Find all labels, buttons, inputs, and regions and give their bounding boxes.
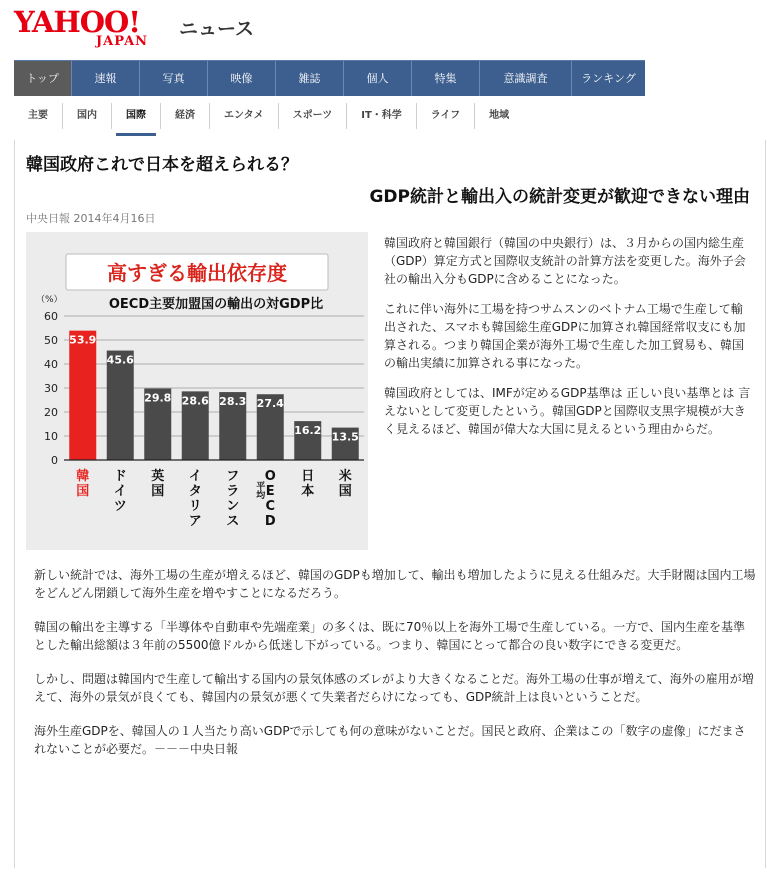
body-paragraph: 韓国の輸出を主導する「半導体や自動車や先端産業」の多くは、既に70％以上を海外工場で生産している。一方で、国内生産を基準とした輸出総額は３年前の5500億ドルから低迷し下がっている。つまり、韓国にとって都合の良い数字にできる変更だ。 bbox=[34, 620, 746, 652]
gnav-item[interactable]: 雑誌 bbox=[276, 61, 344, 96]
chart-subtitle: OECD主要加盟国の輸出の対GDP比 bbox=[108, 297, 324, 312]
gnav-item[interactable]: 映像 bbox=[208, 61, 276, 96]
chart-category-label: 国 bbox=[338, 484, 352, 499]
chart-svg bbox=[26, 232, 368, 550]
chart-y-tick: 20 bbox=[44, 406, 58, 419]
chart-category-label: ラ bbox=[226, 484, 240, 499]
body-paragraph: 海外生産GDPを、韓国人の１人当たり高いGDPで示しても何の意味がないことだ。国民と政府、企業はこの「数字の虚像」にだまされないことが必要だ。－－－中央日報 bbox=[34, 724, 746, 756]
yahoo-logo[interactable]: YAHOO! bbox=[14, 5, 141, 39]
gnav-item[interactable]: 個人 bbox=[344, 61, 412, 96]
chart-data-label: 28.6 bbox=[181, 394, 209, 408]
chart-data-label: 13.5 bbox=[331, 430, 359, 444]
chart-category-label: イ bbox=[113, 484, 127, 499]
chart-category-label: 日 bbox=[301, 469, 315, 484]
chart-data-label: 16.2 bbox=[294, 424, 322, 438]
category-tab[interactable]: 経済 bbox=[161, 103, 210, 129]
chart-y-tick: 40 bbox=[44, 358, 58, 371]
chart-category-label: ア bbox=[188, 514, 202, 529]
chart-category-label: E bbox=[265, 484, 275, 499]
category-nav bbox=[14, 103, 754, 137]
gnav-item[interactable]: 意識調査 bbox=[480, 61, 572, 96]
chart-category-label: ン bbox=[226, 499, 240, 514]
body-paragraph: しかし、問題は韓国内で生産して輸出する国内の景気体感のズレがより大きくなることだ。海外工場の仕事が増えて、海外の雇用が増えて、海外の景気が良くても、韓国内の景気が悪くて失業者だらけになっても、GDP統計上は良いということだ。 bbox=[34, 672, 754, 704]
category-tab[interactable]: 地域 bbox=[489, 110, 510, 121]
chart-category-label: 国 bbox=[76, 484, 90, 499]
chart-category-label: フ bbox=[226, 469, 240, 484]
chart-y-tick: 50 bbox=[44, 334, 58, 347]
gnav-item[interactable]: 写真 bbox=[140, 61, 208, 96]
article-side-text bbox=[384, 234, 754, 450]
chart-title: 高すぎる輸出依存度 bbox=[107, 261, 287, 285]
news-section-title[interactable]: ニュース bbox=[179, 18, 255, 40]
chart-bar bbox=[69, 331, 96, 460]
chart-category-label: 韓 bbox=[76, 469, 90, 484]
article-source[interactable]: 中央日報 bbox=[26, 212, 70, 225]
chart-category-label: リ bbox=[188, 499, 202, 514]
side-paragraph: 韓国政府と韓国銀行（韓国の中央銀行）は、３月からの国内総生産（GDP）算定方式と国際収支統計の計算方法を変更した。海外子会社の輸出入分もGDPに含めることになった。 bbox=[384, 236, 746, 286]
global-nav bbox=[14, 60, 645, 96]
category-tab[interactable]: 国内 bbox=[63, 103, 112, 129]
chart-category-label: D bbox=[264, 514, 276, 529]
category-tab[interactable]: エンタメ bbox=[210, 103, 279, 129]
chart-category-label: 米 bbox=[338, 469, 352, 484]
chart-category-label: ツ bbox=[113, 499, 127, 514]
chart-data-label: 28.3 bbox=[219, 395, 247, 409]
chart-data-label: 45.6 bbox=[106, 353, 134, 367]
category-tab[interactable]: スポーツ bbox=[279, 103, 348, 129]
chart-category-label: イ bbox=[188, 469, 202, 484]
yahoo-logo-japan: JAPAN bbox=[96, 34, 149, 49]
chart-category-label: O bbox=[264, 469, 276, 484]
chart-ylabel: （%） bbox=[36, 295, 63, 305]
body-paragraph: 新しい統計では、海外工場の生産が増えるほど、韓国のGDPも増加して、輸出も増加したように見える仕組みだ。大手財閥は国内工場をどんどん閉鎖して海外生産を増やすことになるだろう。 bbox=[34, 568, 756, 600]
chart-category-label: 国 bbox=[151, 484, 165, 499]
chart-oecd-avg-label: 平均 bbox=[254, 481, 265, 499]
category-tab[interactable]: IT・科学 bbox=[347, 103, 417, 129]
side-paragraph: 韓国政府としては、IMFが定めるGDP基準は 正しい良い基準とは 言えないとして変更したという。韓国GDPと国際収支黒字規模が大きく見えるほど、韓国が偉大な大国に見えるという理由からだ。 bbox=[384, 386, 751, 436]
category-tab[interactable]: 国際 bbox=[112, 103, 161, 129]
chart-category-label: ド bbox=[113, 469, 127, 484]
chart-y-tick: 10 bbox=[44, 430, 58, 443]
chart-data-label: 53.9 bbox=[69, 333, 97, 347]
article-title-line1: 韓国政府これで日本を超えられる？ bbox=[26, 155, 298, 175]
article-byline bbox=[26, 210, 156, 226]
chart-category-label: タ bbox=[188, 484, 202, 499]
gnav-item[interactable]: ランキング bbox=[581, 72, 636, 85]
chart-data-label: 27.4 bbox=[256, 397, 284, 411]
article-title-line2: GDP統計と輸出入の統計変更が歓迎できない理由 bbox=[369, 187, 750, 207]
site-header bbox=[14, 4, 754, 54]
article-date: 2014年4月16日 bbox=[73, 212, 156, 225]
chart-category-label: ス bbox=[226, 514, 240, 529]
category-tab[interactable]: 主要 bbox=[14, 103, 63, 129]
gnav-item[interactable]: トップ bbox=[14, 61, 72, 96]
export-ratio-chart bbox=[26, 232, 368, 550]
article-body bbox=[34, 566, 756, 774]
chart-y-tick: 0 bbox=[51, 454, 58, 467]
chart-y-tick: 60 bbox=[44, 310, 58, 323]
chart-category-label: 本 bbox=[301, 484, 315, 499]
gnav-item[interactable]: 速報 bbox=[72, 61, 140, 96]
chart-bar bbox=[107, 351, 134, 460]
chart-category-label: 英 bbox=[151, 469, 165, 484]
side-paragraph: これに伴い海外に工場を持つサムスンのベトナム工場で生産して輸出された、スマホも韓国総生産GDPに加算され韓国経常収支にも加算される。つまり韓国企業が海外工場で生産した加工貿易も、韓国の輸出実績に加算される事になった。 bbox=[384, 302, 746, 370]
chart-category-label: C bbox=[265, 499, 276, 514]
category-tab[interactable]: ライフ bbox=[417, 103, 475, 129]
chart-y-tick: 30 bbox=[44, 382, 58, 395]
chart-data-label: 29.8 bbox=[144, 391, 172, 405]
gnav-item[interactable]: 特集 bbox=[412, 61, 480, 96]
